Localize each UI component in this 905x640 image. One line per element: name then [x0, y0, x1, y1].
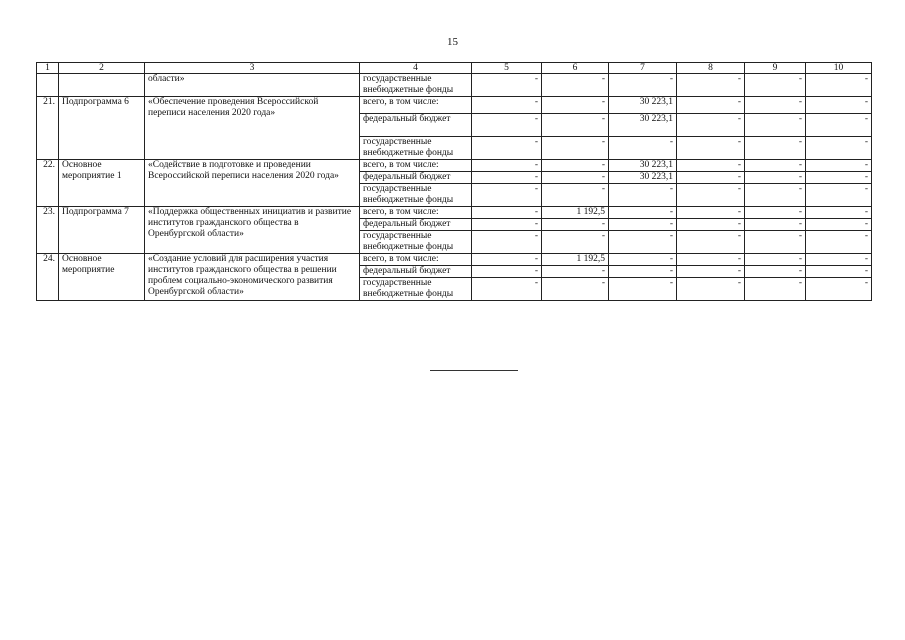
value-cell: -: [677, 97, 745, 114]
value-cell: -: [677, 172, 745, 184]
column-header: 4: [360, 63, 472, 74]
value-cell: -: [609, 231, 677, 254]
funding-source: всего, в том числе:: [360, 254, 472, 266]
value-cell: -: [609, 137, 677, 160]
funding-source: государственные внебюджетные фонды: [360, 278, 472, 301]
column-header: 6: [542, 63, 609, 74]
table-row: [37, 160, 872, 172]
value-cell: -: [542, 97, 609, 114]
value-cell: -: [472, 266, 542, 278]
value-cell: -: [472, 219, 542, 231]
value-cell: -: [806, 219, 872, 231]
funding-source: федеральный бюджет: [360, 114, 472, 137]
value-cell: -: [806, 278, 872, 301]
value-cell: -: [542, 184, 609, 207]
program-name: Основное мероприятие 1: [59, 160, 145, 207]
funding-source: федеральный бюджет: [360, 219, 472, 231]
row-number: [37, 74, 59, 97]
value-cell: -: [542, 266, 609, 278]
funding-source: всего, в том числе:: [360, 207, 472, 219]
funding-source: федеральный бюджет: [360, 266, 472, 278]
value-cell: -: [472, 207, 542, 219]
funding-source: государственные внебюджетные фонды: [360, 74, 472, 97]
value-cell: -: [806, 231, 872, 254]
value-cell: -: [806, 160, 872, 172]
table-row: [37, 74, 872, 97]
program-name: Основное мероприятие: [59, 254, 145, 301]
funding-source: государственные внебюджетные фонды: [360, 137, 472, 160]
value-cell: -: [677, 184, 745, 207]
table-row: [37, 254, 872, 266]
value-cell: -: [472, 74, 542, 97]
value-cell: -: [542, 160, 609, 172]
value-cell: -: [806, 114, 872, 137]
table-body: [37, 74, 872, 301]
value-cell: -: [542, 278, 609, 301]
program-name: Подпрограмма 7: [59, 207, 145, 254]
value-cell: -: [677, 207, 745, 219]
end-divider: [430, 370, 518, 371]
funding-source: федеральный бюджет: [360, 172, 472, 184]
column-header: 2: [59, 63, 145, 74]
value-cell: -: [806, 74, 872, 97]
value-cell: -: [609, 254, 677, 266]
funding-source: государственные внебюджетные фонды: [360, 231, 472, 254]
row-number: 21.: [37, 97, 59, 160]
program-description: «Поддержка общественных инициатив и развитие институтов гражданского общества в Оренбургской области»: [145, 207, 360, 254]
value-cell: -: [677, 266, 745, 278]
value-cell: -: [472, 172, 542, 184]
funding-source: всего, в том числе:: [360, 160, 472, 172]
value-cell: -: [745, 219, 806, 231]
column-header: 5: [472, 63, 542, 74]
funding-source: государственные внебюджетные фонды: [360, 184, 472, 207]
column-header: 8: [677, 63, 745, 74]
value-cell: -: [745, 114, 806, 137]
value-cell: -: [745, 207, 806, 219]
table-row: [37, 97, 872, 114]
value-cell: 30 223,1: [609, 172, 677, 184]
program-description: «Обеспечение проведения Всероссийской переписи населения 2020 года»: [145, 97, 360, 160]
value-cell: -: [745, 266, 806, 278]
value-cell: -: [609, 266, 677, 278]
value-cell: -: [745, 184, 806, 207]
value-cell: -: [745, 278, 806, 301]
value-cell: 1 192,5: [542, 207, 609, 219]
program-description: «Создание условий для расширения участия институтов гражданского общества в решении проблем социально-экономического развития Оренбургской области»: [145, 254, 360, 301]
column-header: 10: [806, 63, 872, 74]
value-cell: -: [542, 137, 609, 160]
value-cell: -: [806, 207, 872, 219]
value-cell: -: [677, 278, 745, 301]
program-description: «Содействие в подготовке и проведении Всероссийской переписи населения 2020 года»: [145, 160, 360, 207]
value-cell: -: [472, 114, 542, 137]
value-cell: -: [542, 114, 609, 137]
value-cell: -: [542, 231, 609, 254]
funding-source: всего, в том числе:: [360, 97, 472, 114]
value-cell: -: [609, 207, 677, 219]
value-cell: -: [677, 114, 745, 137]
value-cell: -: [745, 137, 806, 160]
program-name: Подпрограмма 6: [59, 97, 145, 160]
value-cell: -: [472, 231, 542, 254]
value-cell: -: [745, 231, 806, 254]
value-cell: 30 223,1: [609, 114, 677, 137]
value-cell: -: [472, 97, 542, 114]
program-name: [59, 74, 145, 97]
value-cell: -: [472, 254, 542, 266]
column-header: 3: [145, 63, 360, 74]
column-header: 7: [609, 63, 677, 74]
value-cell: 1 192,5: [542, 254, 609, 266]
value-cell: 30 223,1: [609, 97, 677, 114]
value-cell: 30 223,1: [609, 160, 677, 172]
row-number: 23.: [37, 207, 59, 254]
value-cell: -: [609, 278, 677, 301]
value-cell: -: [745, 97, 806, 114]
value-cell: -: [677, 160, 745, 172]
budget-table: [36, 62, 872, 301]
value-cell: -: [745, 172, 806, 184]
value-cell: -: [609, 74, 677, 97]
value-cell: -: [609, 219, 677, 231]
value-cell: -: [472, 137, 542, 160]
value-cell: -: [806, 184, 872, 207]
value-cell: -: [677, 137, 745, 160]
row-number: 22.: [37, 160, 59, 207]
value-cell: -: [806, 254, 872, 266]
page-number: 15: [447, 36, 458, 48]
column-header: 1: [37, 63, 59, 74]
value-cell: -: [472, 160, 542, 172]
value-cell: -: [609, 184, 677, 207]
value-cell: -: [472, 184, 542, 207]
value-cell: -: [745, 254, 806, 266]
value-cell: -: [677, 231, 745, 254]
value-cell: -: [677, 219, 745, 231]
value-cell: -: [542, 74, 609, 97]
value-cell: -: [677, 74, 745, 97]
value-cell: -: [806, 266, 872, 278]
table-row: [37, 207, 872, 219]
column-header-row: [37, 63, 872, 74]
value-cell: -: [745, 160, 806, 172]
value-cell: -: [542, 172, 609, 184]
value-cell: -: [806, 137, 872, 160]
row-number: 24.: [37, 254, 59, 301]
value-cell: -: [806, 97, 872, 114]
value-cell: -: [806, 172, 872, 184]
value-cell: -: [745, 74, 806, 97]
column-header: 9: [745, 63, 806, 74]
value-cell: -: [472, 278, 542, 301]
value-cell: -: [677, 254, 745, 266]
value-cell: -: [542, 219, 609, 231]
program-description: области»: [145, 74, 360, 97]
